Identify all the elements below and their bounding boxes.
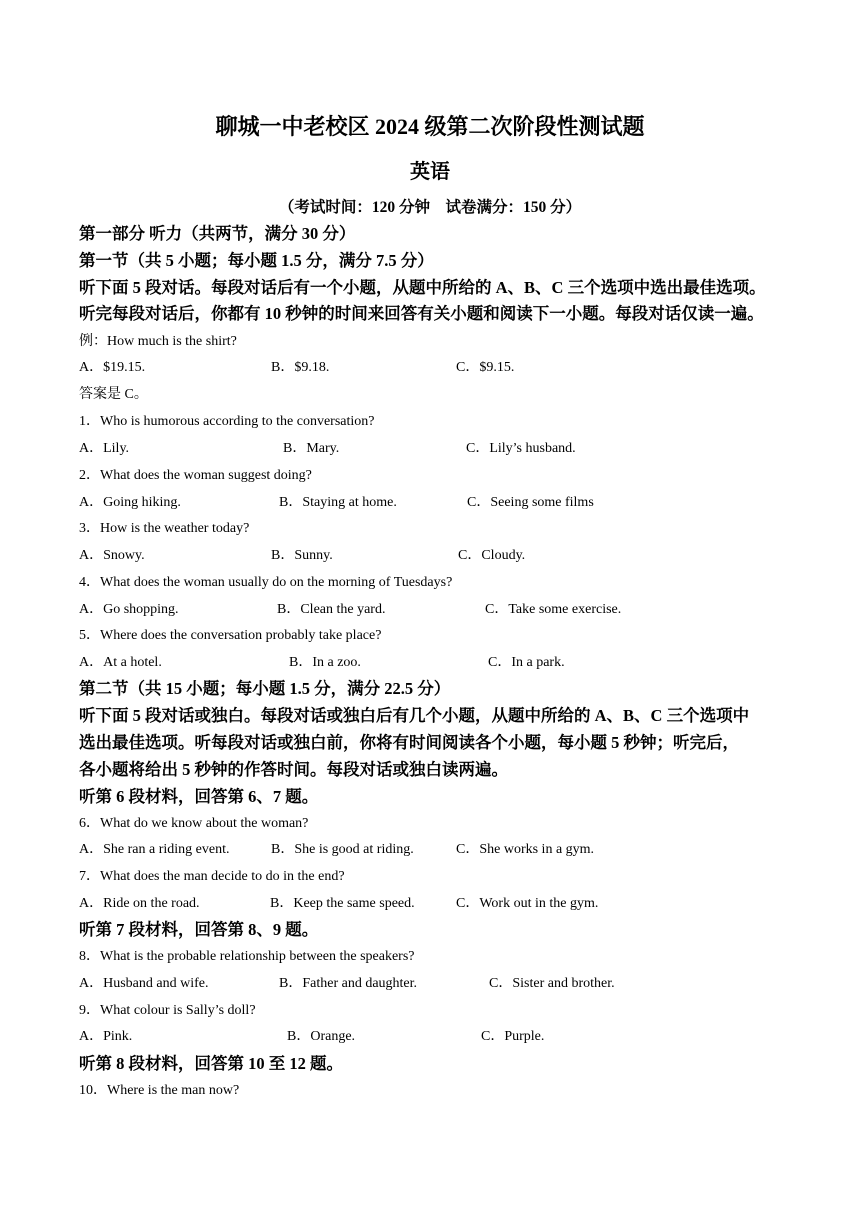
option-c: C．Cloudy. bbox=[458, 548, 526, 563]
question-5: 5．Where does the conversation probably take place? bbox=[79, 628, 382, 643]
section2-heading: 第二节（共 15 小题；每小题 1.5 分，满分 22.5 分） bbox=[79, 679, 451, 698]
question-6: 6．What do we know about the woman? bbox=[79, 816, 309, 831]
option-c: C．She works in a gym. bbox=[456, 842, 595, 857]
example-answer: 答案是 C。 bbox=[79, 387, 148, 402]
subject-title: 英语 bbox=[410, 161, 450, 183]
option-b: B．Sunny. bbox=[271, 548, 333, 563]
option-a: A．She ran a riding event. bbox=[79, 842, 230, 857]
section2-instruction-line: 听下面 5 段对话或独白。每段对话或独白后有几个小题，从题中所给的 A、B、C 三个选项中 bbox=[79, 706, 750, 725]
question-9: 9．What colour is Sally’s doll? bbox=[79, 1003, 256, 1018]
question-3: 3．How is the weather today? bbox=[79, 521, 250, 536]
option-b: B．She is good at riding. bbox=[271, 842, 414, 857]
option-c: C．Seeing some films bbox=[467, 495, 594, 510]
option-b: B．Keep the same speed. bbox=[270, 896, 415, 911]
question-4: 4．What does the woman usually do on the morning of Tuesdays? bbox=[79, 575, 453, 590]
option-b: B．Orange. bbox=[287, 1029, 356, 1044]
section1-instruction-line: 听完每段对话后，你都有 10 秒钟的时间来回答有关小题和阅读下一小题。每段对话仅读一遍。 bbox=[79, 304, 764, 323]
option-a: A．Ride on the road. bbox=[79, 896, 200, 911]
question-8: 8．What is the probable relationship between the speakers? bbox=[79, 949, 415, 964]
option-c: C．Sister and brother. bbox=[489, 976, 615, 991]
question-1: 1．Who is humorous according to the conversation? bbox=[79, 414, 375, 429]
option-c: C．In a park. bbox=[488, 655, 565, 670]
option-b: B．In a zoo. bbox=[289, 655, 361, 670]
option-a: A．Snowy. bbox=[79, 548, 145, 563]
option-a: A．Pink. bbox=[79, 1029, 133, 1044]
question-10: 10．Where is the man now? bbox=[79, 1083, 240, 1098]
question-2: 2．What does the woman suggest doing? bbox=[79, 468, 312, 483]
option-c: C．Lily’s husband. bbox=[466, 441, 576, 456]
option-c: C．Work out in the gym. bbox=[456, 896, 599, 911]
option-b: B．Staying at home. bbox=[279, 495, 397, 510]
option-a: A．$19.15. bbox=[79, 360, 146, 375]
option-a: A．Lily. bbox=[79, 441, 130, 456]
option-c: C．Take some exercise. bbox=[485, 602, 622, 617]
option-a: A．Going hiking. bbox=[79, 495, 181, 510]
option-a: A．Go shopping. bbox=[79, 602, 179, 617]
option-a: A．Husband and wife. bbox=[79, 976, 209, 991]
section1-heading: 第一节（共 5 小题；每小题 1.5 分，满分 7.5 分） bbox=[79, 251, 434, 270]
section2-instruction-line: 选出最佳选项。听每段对话或独白前，你将有时间阅读各个小题，每小题 5 秒钟；听完后， bbox=[79, 733, 739, 752]
exam-info: （考试时间：120 分钟 试卷满分：150 分） bbox=[278, 199, 582, 216]
material-8-heading: 听第 8 段材料，回答第 10 至 12 题。 bbox=[79, 1054, 343, 1073]
exam-title: 聊城一中老校区 2024 级第二次阶段性测试题 bbox=[215, 114, 645, 139]
section2-instruction-line: 各小题将给出 5 秒钟的作答时间。每段对话或独白读两遍。 bbox=[79, 760, 508, 779]
question-7: 7．What does the man decide to do in the end? bbox=[79, 869, 345, 884]
option-c: C．$9.15. bbox=[456, 360, 515, 375]
part1-heading: 第一部分 听力（共两节，满分 30 分） bbox=[79, 224, 356, 243]
option-a: A．At a hotel. bbox=[79, 655, 162, 670]
section1-instruction-line: 听下面 5 段对话。每段对话后有一个小题，从题中所给的 A、B、C 三个选项中选出最佳选项。 bbox=[79, 278, 766, 297]
example-question: 例：How much is the shirt? bbox=[79, 334, 237, 349]
option-b: B．Father and daughter. bbox=[279, 976, 418, 991]
option-c: C．Purple. bbox=[481, 1029, 545, 1044]
option-b: B．Mary. bbox=[283, 441, 340, 456]
material-7-heading: 听第 7 段材料，回答第 8、9 题。 bbox=[79, 920, 319, 939]
option-b: B．$9.18. bbox=[271, 360, 330, 375]
option-b: B．Clean the yard. bbox=[277, 602, 386, 617]
material-6-heading: 听第 6 段材料，回答第 6、7 题。 bbox=[79, 787, 319, 806]
